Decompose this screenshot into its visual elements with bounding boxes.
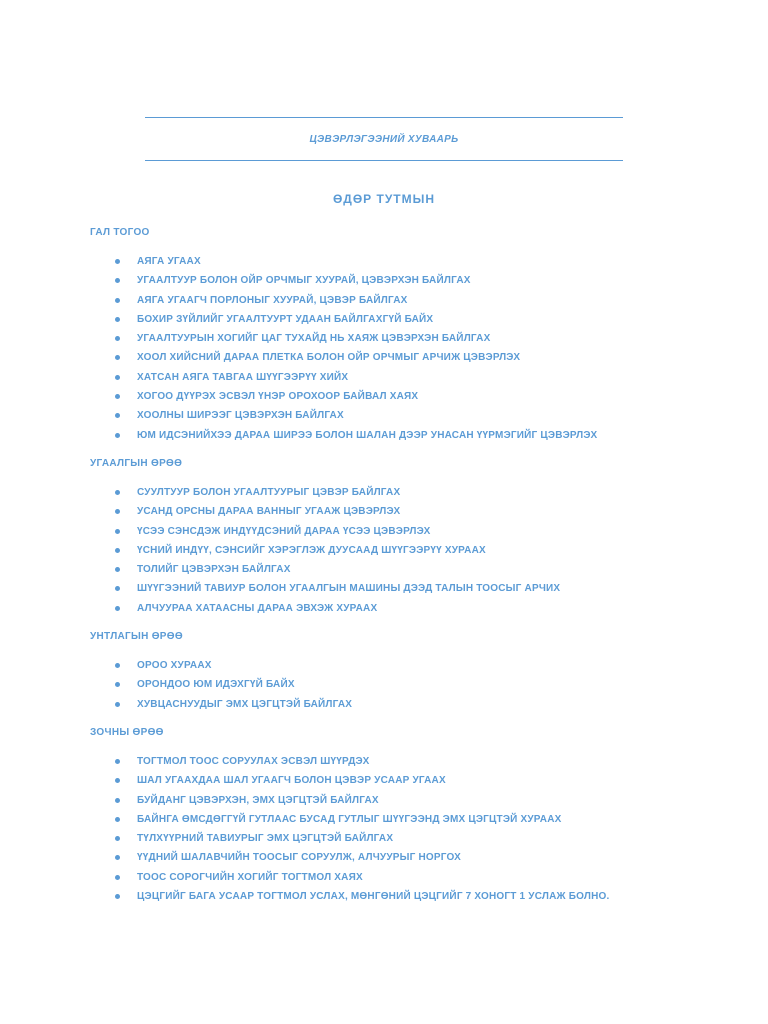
document-title: ЦЭВЭРЛЭГЭЭНИЙ ХУВААРЬ (309, 134, 459, 145)
list-item-text: ЦЭЦГИЙГ БАГА УСААР ТОГТМОЛ УСЛАХ, МӨНГӨНИЙ ЦЭЦГИЙГ 7 ХОНОГТ 1 УСЛАЖ БОЛНО. (137, 891, 610, 903)
bullet-icon (115, 433, 120, 438)
list-item (90, 329, 710, 348)
bullet-icon (115, 355, 120, 360)
list-item (90, 868, 710, 887)
list-item (90, 271, 710, 290)
bullet-icon (115, 759, 120, 764)
list-item (90, 426, 710, 445)
bullet-icon (115, 375, 120, 380)
bullet-icon (115, 875, 120, 880)
list-item (90, 368, 710, 387)
list-item-text: ХУВЦАСНУУДЫГ ЭМХ ЦЭГЦТЭЙ БАЙЛГАХ (137, 698, 353, 710)
list-item-text: УГААЛТУУР БОЛОН ОЙР ОРЧМЫГ ХУУРАЙ, ЦЭВЭРХЭН БАЙЛГАХ (137, 275, 471, 287)
list-item-text: ҮСНИЙ ИНДҮҮ, СЭНСИЙГ ХЭРЭГЛЭЖ ДУУСААД ШҮҮГЭЭРҮҮ ХУРААХ (137, 544, 486, 556)
bullet-icon (115, 663, 120, 668)
list-item (90, 599, 710, 618)
list-item-text: ОРОО ХУРААХ (137, 660, 212, 672)
list-item-text: ТООС СОРОГЧИЙН ХОГИЙГ ТОГТМОЛ ХАЯХ (137, 871, 363, 883)
list-item-text: ХООЛНЫ ШИРЭЭГ ЦЭВЭРХЭН БАЙЛГАХ (137, 410, 344, 422)
bullet-icon (115, 778, 120, 783)
bullet-icon (115, 259, 120, 264)
list-item (90, 387, 710, 406)
list-item (90, 771, 710, 790)
bullet-icon (115, 413, 120, 418)
section-heading: УГААЛГЫН ӨРӨӨ (90, 457, 183, 469)
list-item (90, 579, 710, 598)
task-list (90, 483, 710, 618)
section-kitchen (90, 226, 710, 445)
list-item (90, 522, 710, 541)
list-item-text: БАЙНГА ӨМСДӨГГҮЙ ГУТЛААС БУСАД ГУТЛЫГ ШҮҮГЭЭНД ЭМХ ЦЭГЦТЭЙ ХУРААХ (137, 813, 562, 825)
list-item-text: АЛЧУУРАА ХАТААСНЫ ДАРАА ЭВХЭЖ ХУРААХ (137, 602, 378, 614)
list-item-text: АЯГА УГААХ (137, 256, 201, 267)
list-item (90, 310, 710, 329)
list-item-text: СУУЛТУУР БОЛОН УГААЛТУУРЫГ ЦЭВЭР БАЙЛГАХ (137, 486, 401, 498)
list-item (90, 752, 710, 771)
list-item-text: УГААЛТУУРЫН ХОГИЙГ ЦАГ ТУХАЙД НЬ ХАЯЖ ЦЭВЭРХЭН БАЙЛГАХ (137, 333, 491, 345)
bullet-icon (115, 894, 120, 899)
bullet-icon (115, 586, 120, 591)
list-item (90, 848, 710, 867)
task-list (90, 656, 710, 714)
bullet-icon (115, 567, 120, 572)
document-subtitle: ӨДӨР ТУТМЫН (332, 192, 436, 206)
list-item-text: УСАНД ОРСНЫ ДАРАА ВАННЫГ УГААЖ ЦЭВЭРЛЭХ (137, 506, 401, 518)
bullet-icon (115, 509, 120, 514)
list-item-text: ТОГТМОЛ ТООС СОРУУЛАХ ЭСВЭЛ ШҮҮРДЭХ (137, 755, 370, 767)
list-item (90, 675, 710, 694)
list-item-text: ХАТСАН АЯГА ТАВГАА ШҮҮГЭЭРҮҮ ХИЙХ (137, 371, 349, 383)
list-item (90, 483, 710, 502)
list-item-text: БОХИР ЗҮЙЛИЙГ УГААЛТУУРТ УДААН БАЙЛГАХГҮЙ БАЙХ (137, 313, 434, 325)
list-item-text: ШАЛ УГААХДАА ШАЛ УГААГЧ БОЛОН ЦЭВЭР УСААР УГААХ (137, 775, 446, 787)
bullet-icon (115, 836, 120, 841)
bullet-icon (115, 278, 120, 283)
bullet-icon (115, 606, 120, 611)
section-living-room (90, 726, 710, 906)
list-item (90, 887, 710, 906)
list-item-text: БУЙДАНГ ЦЭВЭРХЭН, ЭМХ ЦЭГЦТЭЙ БАЙЛГАХ (137, 794, 379, 806)
bullet-icon (115, 798, 120, 803)
list-item-text: ТҮЛХҮҮРНИЙ ТАВИУРЫГ ЭМХ ЦЭГЦТЭЙ БАЙЛГАХ (137, 833, 394, 845)
list-item-text: ОРОНДОО ЮМ ИДЭХГҮЙ БАЙХ (137, 679, 295, 691)
section-heading: ГАЛ ТОГОО (90, 227, 150, 238)
task-list (90, 752, 710, 906)
bullet-icon (115, 317, 120, 322)
bullet-icon (115, 682, 120, 687)
list-item (90, 791, 710, 810)
list-item-text: АЯГА УГААГЧ ПОРЛОНЫГ ХУУРАЙ, ЦЭВЭР БАЙЛГАХ (137, 294, 408, 306)
list-item (90, 810, 710, 829)
bullet-icon (115, 490, 120, 495)
list-item (90, 348, 710, 367)
bullet-icon (115, 855, 120, 860)
list-item-text: ТОЛИЙГ ЦЭВЭРХЭН БАЙЛГАХ (137, 564, 291, 576)
bullet-icon (115, 817, 120, 822)
section-heading: УНТЛАГЫН ӨРӨӨ (90, 631, 183, 643)
section-bathroom (90, 457, 710, 618)
list-item (90, 502, 710, 521)
schedule-content (90, 226, 710, 918)
list-item (90, 406, 710, 425)
bullet-icon (115, 298, 120, 303)
list-item-text: ҮҮДНИЙ ШАЛАВЧИЙН ТООСЫГ СОРУУЛЖ, АЛЧУУРЫГ НОРГОХ (137, 852, 461, 864)
bullet-icon (115, 394, 120, 399)
section-bedroom (90, 630, 710, 714)
list-item (90, 252, 710, 271)
list-item-text: ХОГОО ДҮҮРЭХ ЭСВЭЛ ҮНЭР ОРОХООР БАЙВАЛ ХАЯХ (137, 391, 419, 403)
bullet-icon (115, 336, 120, 341)
list-item-text: ШҮҮГЭЭНИЙ ТАВИУР БОЛОН УГААЛГЫН МАШИНЫ ДЭЭД ТАЛЫН ТООСЫГ АРЧИХ (137, 583, 561, 595)
list-item (90, 656, 710, 675)
list-item-text: ХООЛ ХИЙСНИЙ ДАРАА ПЛЕТКА БОЛОН ОЙР ОРЧМЫГ АРЧИЖ ЦЭВЭРЛЭХ (137, 352, 521, 364)
list-item (90, 541, 710, 560)
list-item (90, 291, 710, 310)
bullet-icon (115, 548, 120, 553)
bullet-icon (115, 702, 120, 707)
list-item (90, 560, 710, 579)
title-top-rule (145, 117, 623, 118)
list-item-text: ҮСЭЭ СЭНСДЭЖ ИНДҮҮДСЭНИЙ ДАРАА ҮСЭЭ ЦЭВЭРЛЭХ (137, 525, 431, 537)
list-item-text: ЮМ ИДСЭНИЙХЭЭ ДАРАА ШИРЭЭ БОЛОН ШАЛАН ДЭЭР УНАСАН ҮҮРМЭГИЙГ ЦЭВЭРЛЭХ (137, 429, 598, 441)
bullet-icon (115, 529, 120, 534)
section-heading: ЗОЧНЫ ӨРӨӨ (90, 726, 164, 738)
list-item (90, 695, 710, 714)
list-item (90, 829, 710, 848)
task-list (90, 252, 710, 445)
title-bottom-rule (145, 160, 623, 161)
